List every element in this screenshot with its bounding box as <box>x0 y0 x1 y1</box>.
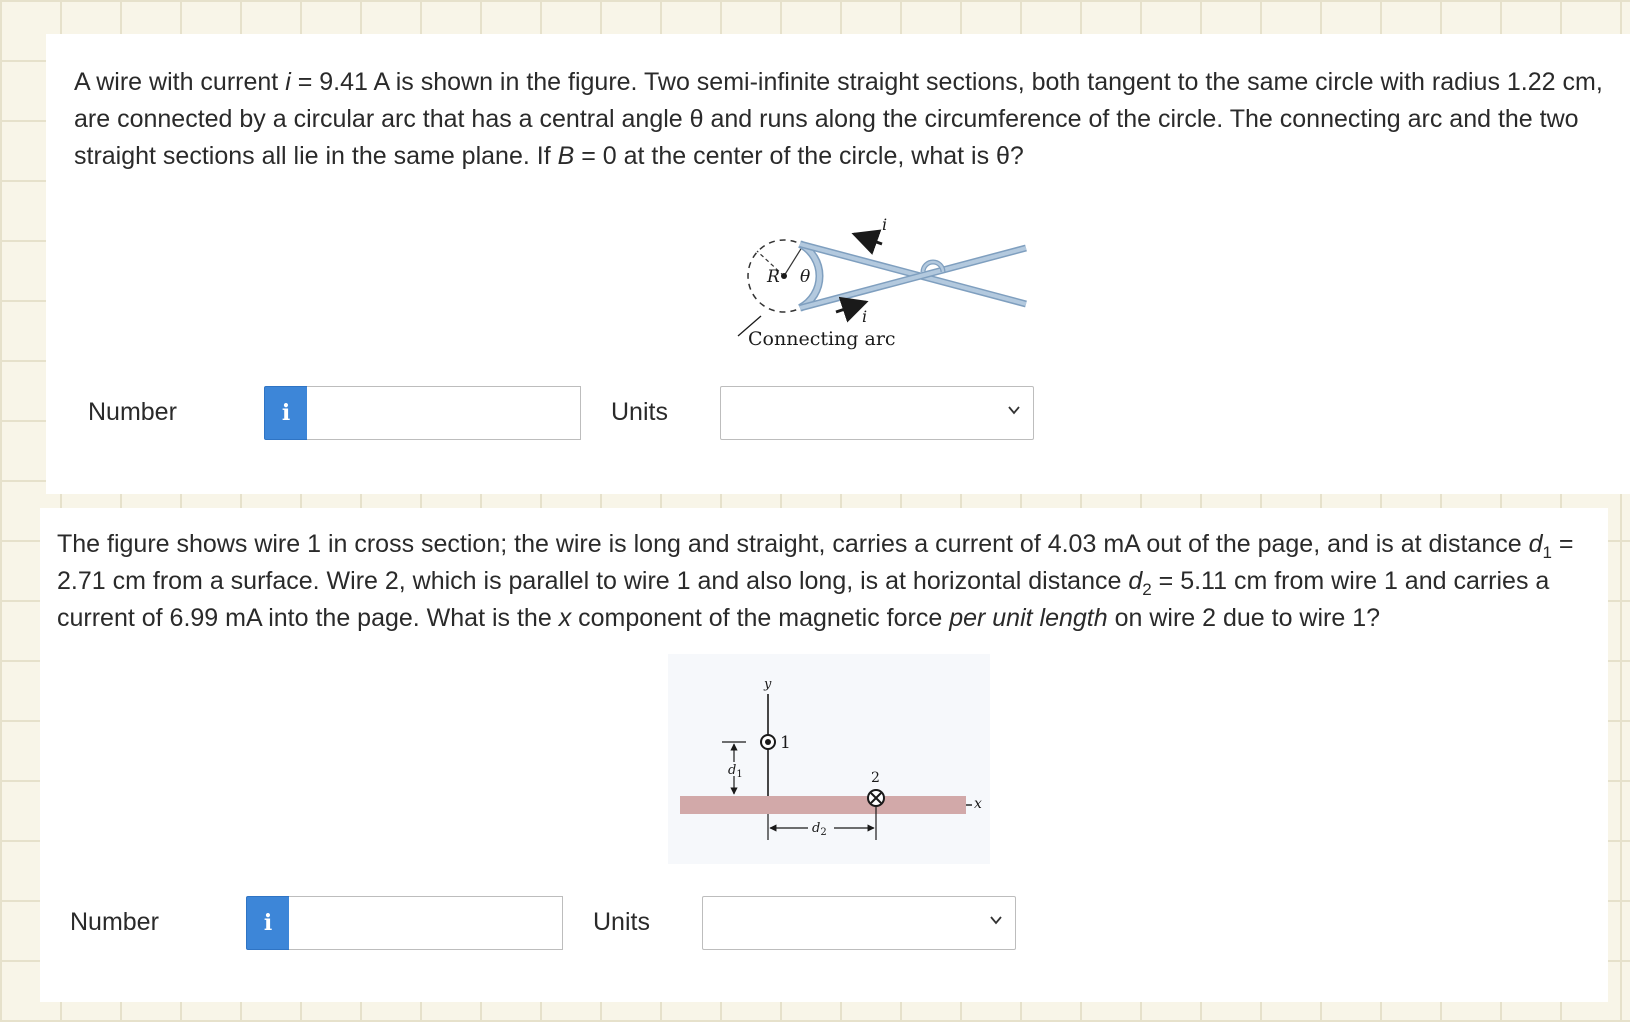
wire-cross-section-figure <box>668 654 990 864</box>
wire-cross-section-diagram <box>668 654 990 864</box>
label-r: R <box>767 267 780 287</box>
label-wire-1: 1 <box>780 733 791 753</box>
connecting-arc-figure <box>696 186 1056 376</box>
label-d2-main: d <box>812 821 821 836</box>
question-text-part: = 5.11 cm from wire 1 and carries a current of 6.99 mA into the page. What is the <box>57 567 1550 632</box>
answer-row-1 <box>88 384 1068 440</box>
chevron-down-icon <box>989 913 1003 927</box>
variable-b: B <box>557 142 575 170</box>
question-text-part: = 2.71 cm from a surface. Wire 2, which is parallel to wire 1 and also long, is at horizontal distance <box>57 530 1574 595</box>
label-x: x <box>974 796 982 812</box>
label-d1-sub: 1 <box>736 769 743 780</box>
variable-d2: d <box>1128 567 1143 595</box>
question-text-part: on wire 2 due to wire 1? <box>1107 604 1381 632</box>
question-text-part: A wire with current <box>74 68 286 96</box>
variable-x: x <box>558 604 572 632</box>
lower-wire <box>800 248 1026 308</box>
upper-wire <box>800 244 1026 304</box>
units-label: Units <box>611 398 668 426</box>
question-text-part: The figure shows wire 1 in cross section; the wire is long and straight, carries a current of 4.03 mA out of the page, and is at distance <box>57 530 1529 558</box>
units-label: Units <box>593 908 650 936</box>
question-text-part: component of the magnetic force <box>571 604 950 632</box>
label-theta: θ <box>800 267 811 287</box>
question-card-2 <box>40 508 1608 1002</box>
number-label: Number <box>88 398 177 426</box>
info-icon[interactable]: i <box>264 386 308 440</box>
emphasis-per-unit-length: per unit length <box>949 604 1108 632</box>
connecting-arc-diagram <box>696 186 1056 376</box>
units-dropdown[interactable] <box>702 896 1016 950</box>
units-dropdown[interactable] <box>720 386 1034 440</box>
subscript-1: 1 <box>1542 543 1552 562</box>
subscript-2: 2 <box>1142 580 1152 599</box>
answer-row-2 <box>70 894 1050 950</box>
circle-center-dot <box>781 273 787 279</box>
info-icon[interactable]: i <box>246 896 290 950</box>
question-card-1 <box>46 34 1630 494</box>
figure-background <box>668 654 990 864</box>
label-i-bottom: i <box>862 307 868 326</box>
question-2-text <box>57 526 1587 637</box>
number-input[interactable] <box>289 896 563 950</box>
number-label: Number <box>70 908 159 936</box>
label-d1-main: d <box>728 763 737 778</box>
question-1-text <box>74 64 1614 175</box>
current-arrow-top <box>854 234 882 244</box>
chevron-down-icon <box>1007 403 1021 417</box>
label-d2-sub: 2 <box>820 827 827 838</box>
number-input[interactable] <box>307 386 581 440</box>
surface <box>680 796 966 814</box>
variable-d1: d <box>1528 530 1543 558</box>
connecting-arc-caption: Connecting arc <box>748 328 896 350</box>
wire-1-dot <box>765 739 771 745</box>
label-wire-2: 2 <box>871 770 880 786</box>
label-i-top: i <box>882 215 888 234</box>
variable-i: i <box>285 68 291 96</box>
question-text-part: = 9.41 A is shown in the figure. Two semi-infinite straight sections, both tangent to the same circle with radius 1.22 cm, are connected by a circular arc that has a central angle θ and runs along the circumference of the circle. The connecting arc and the two straight sections all lie in the same plane. If <box>74 68 1603 170</box>
label-y: y <box>764 677 772 692</box>
question-text-part: = 0 at the center of the circle, what is θ? <box>574 142 1024 170</box>
